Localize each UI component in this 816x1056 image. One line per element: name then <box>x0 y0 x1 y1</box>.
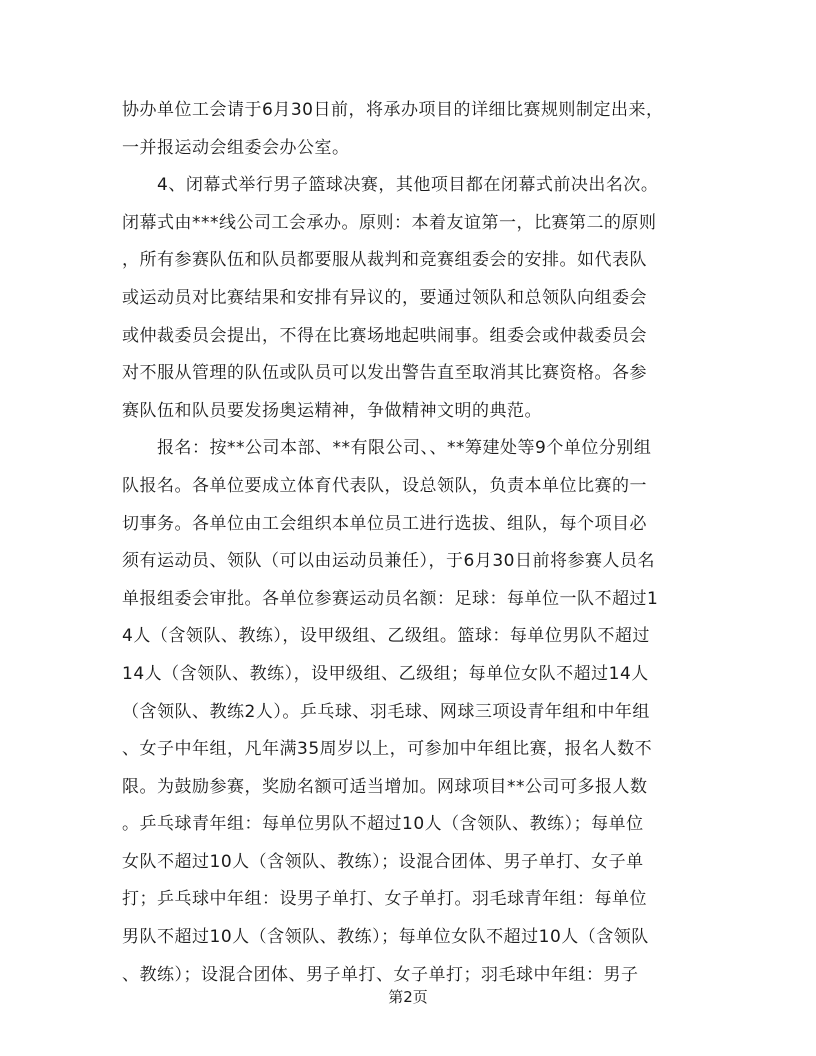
text-line: 赛队伍和队员要发扬奥运精神，争做精神文明的典范。 <box>122 400 542 421</box>
text-line: 队报名。各单位要成立体育代表队，设总领队，负责本单位比赛的一 <box>122 475 647 496</box>
text-line: ，所有参赛队伍和队员都要服从裁判和竞赛组委会的安排。如代表队 <box>122 250 647 271</box>
page-number: 第2页 <box>388 988 428 1006</box>
text-line: 打；乒乓球中年组：设男子单打、女子单打。羽毛球青年组：每单位 <box>122 889 647 910</box>
text-line: 单报组委会审批。各单位参赛运动员名额：足球：每单位一队不超过1 <box>122 588 659 609</box>
body-text <box>122 92 697 994</box>
text-line: 4、闭幕式举行男子篮球决赛，其他项目都在闭幕式前决出名次。 <box>122 175 659 196</box>
text-line: 限。为鼓励参赛，奖励名额可适当增加。网球项目**公司可多报人数 <box>122 776 648 797</box>
text-line: 4人（含领队、教练），设甲级组、乙级组。篮球：每单位男队不超过 <box>122 626 650 647</box>
text-line: 须有运动员、领队（可以由运动员兼任），于6月30日前将参赛人员名 <box>122 551 655 572</box>
text-line: 切事务。各单位由工会组织本单位员工进行选拔、组队，每个项目必 <box>122 513 647 534</box>
text-line: 、教练）；设混合团体、男子单打、女子单打；羽毛球中年组：男子 <box>122 964 639 985</box>
text-line: 14人（含领队、教练），设甲级组、乙级组；每单位女队不超过14人 <box>122 663 649 684</box>
text-line: 或仲裁委员会提出，不得在比赛场地起哄闹事。组委会或仲裁委员会 <box>122 325 647 346</box>
text-line: 女队不超过10人（含领队、教练）；设混合团体、男子单打、女子单 <box>122 851 644 872</box>
text-line: 协办单位工会请于6月30日前，将承办项目的详细比赛规则制定出来， <box>122 100 664 120</box>
text-line: 报名：按**公司本部、**有限公司、、**筹建处等9个单位分别组 <box>122 438 652 459</box>
text-line: 。乒乓球青年组：每单位男队不超过10人（含领队、教练）；每单位 <box>122 814 644 835</box>
text-line: 闭幕式由***线公司工会承办。原则：本着友谊第一，比赛第二的原则 <box>122 212 657 233</box>
text-line: 、女子中年组，凡年满35周岁以上，可参加中年组比赛，报名人数不 <box>122 739 653 760</box>
text-line: 一并报运动会组委会办公室。 <box>122 137 350 158</box>
text-line: 对不服从管理的队伍或队员可以发出警告直至取消其比赛资格。各参 <box>122 363 647 384</box>
text-line: 男队不超过10人（含领队、教练）；每单位女队不超过10人（含领队 <box>122 927 649 948</box>
text-line: 或运动员对比赛结果和安排有异议的，要通过领队和总领队向组委会 <box>122 287 647 308</box>
text-line: （含领队、教练2人）。乒乓球、羽毛球、网球三项设青年组和中年组 <box>122 701 650 722</box>
